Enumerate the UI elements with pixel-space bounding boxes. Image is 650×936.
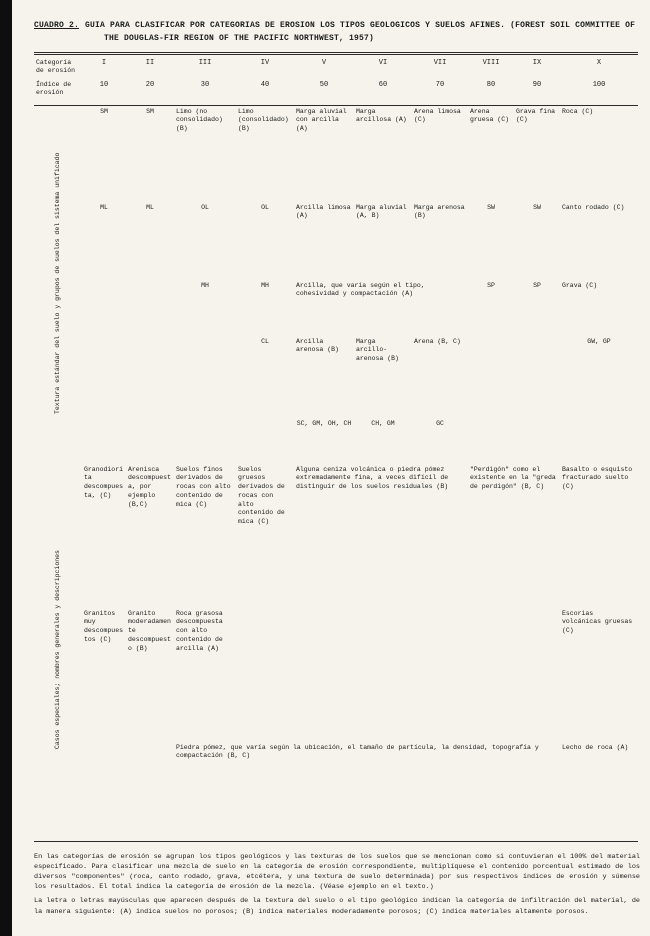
table-number: CUADRO 2. xyxy=(34,21,80,30)
table-cell xyxy=(236,608,294,742)
category-row xyxy=(34,53,638,79)
index-value: 60 xyxy=(354,79,412,106)
table-cell: Granito moderadamente descompuesto (B) xyxy=(128,609,171,652)
table-cell: SP xyxy=(533,281,541,289)
table-cell: MH xyxy=(261,281,269,289)
title-text: GUIA PARA CLASIFICAR POR CATEGORIAS DE EROSION LOS TIPOS GEOLOGICOS Y SUELOS AFINES. (FOREST SOIL COMMITTEE OF THE DOUGLAS-FIR REGION OF THE PACIFIC NORTHWEST, 1957) xyxy=(85,21,636,43)
table-cell: Marga aluvial (A, B) xyxy=(356,203,407,220)
special-row-3 xyxy=(34,742,638,842)
table-cell: Arcilla limosa (A) xyxy=(296,203,351,220)
table-cell: Alguna ceniza volcánica o piedra pómez extremadamente fina, a veces difícil de distinguir de los suelos residuales (B) xyxy=(296,465,449,491)
table-cell: SM xyxy=(100,107,108,115)
table-cell: SM xyxy=(146,107,154,115)
table-cell xyxy=(126,418,174,464)
table-cell: Suelos gruesos derivados de rocas con alto contenido de mica (C) xyxy=(238,465,285,526)
category-header: IX xyxy=(532,58,542,67)
table-cell: CH, GM xyxy=(371,419,395,427)
table-cell: GC xyxy=(436,419,444,427)
table-cell: OL xyxy=(201,203,209,211)
table-cell: Piedra pómez, que varía según la ubicación, el tamaño de partícula, la densidad, topografía y compactación (B, C) xyxy=(176,743,539,760)
row-label-indice: Índice de erosión xyxy=(34,79,82,106)
table-cell xyxy=(468,418,514,464)
table-cell xyxy=(82,280,126,336)
table-cell: GW, GP xyxy=(587,337,611,345)
table-cell: Marga aluvial con arcilla (A) xyxy=(296,107,347,133)
group-label-textura: Textura estándar del suelo y grupos de suelos del sistema unificado xyxy=(54,152,62,414)
page-content xyxy=(34,20,640,921)
footnote-paragraph: La letra o letras mayúsculas que aparecen después de la textura del suelo o el tipo geológico indican la categoría de infiltración del material, de la manera siguiente: (A) indica suelos no porosos; (B) indica materiales moderadamente porosos; (C) indica materiales altamente porosos. xyxy=(34,897,640,916)
table-cell: SW xyxy=(533,203,541,211)
table-cell xyxy=(514,418,560,464)
table-cell: Grava fina (C) xyxy=(516,107,556,124)
category-header: X xyxy=(596,58,602,67)
table-cell xyxy=(174,336,236,418)
erosion-table xyxy=(34,52,638,842)
category-header: IV xyxy=(260,58,270,67)
table-cell: SW xyxy=(487,203,495,211)
category-header: VII xyxy=(433,58,447,67)
table-cell: Arena limosa (C) xyxy=(414,107,461,124)
category-header: III xyxy=(198,58,212,67)
table-cell xyxy=(468,608,560,742)
category-header: II xyxy=(145,58,155,67)
footnote xyxy=(34,852,640,917)
index-value: 90 xyxy=(514,79,560,106)
table-cell: SC, GM, OH, CH xyxy=(296,419,352,427)
table-title xyxy=(34,20,640,46)
table-cell xyxy=(236,418,294,464)
category-header: V xyxy=(321,58,327,67)
table-cell: Arenisca descompuesta, por ejemplo (B,C) xyxy=(128,465,171,508)
table-cell xyxy=(468,336,514,418)
table-cell: Basalto o esquisto fracturado suelto (C) xyxy=(562,465,633,491)
table-cell: ML xyxy=(100,203,108,211)
group-label-cell-textura xyxy=(34,105,82,464)
table-cell: CL xyxy=(261,337,269,345)
index-value: 30 xyxy=(174,79,236,106)
table-cell: ML xyxy=(146,203,154,211)
table-cell xyxy=(294,608,468,742)
table-cell xyxy=(560,418,638,464)
table-cell: Arena gruesa (C) xyxy=(470,107,510,124)
table-cell: OL xyxy=(261,203,269,211)
row-label-categoria: Categoría de erosión xyxy=(36,58,76,75)
index-row xyxy=(34,79,638,106)
table-cell: MH xyxy=(201,281,209,289)
texture-row-2 xyxy=(34,202,638,280)
index-value: 100 xyxy=(560,79,638,106)
category-header: VI xyxy=(378,58,388,67)
texture-row-5 xyxy=(34,418,638,464)
table-cell xyxy=(82,418,126,464)
table-cell: Limo (consolidado) (B) xyxy=(238,107,289,133)
table-cell xyxy=(82,742,126,842)
index-value: 10 xyxy=(82,79,126,106)
table-cell xyxy=(174,418,236,464)
category-header: I xyxy=(101,58,107,67)
index-value: 40 xyxy=(236,79,294,106)
group-label-cell-casos xyxy=(34,464,82,842)
table-cell: Granodiorita descompuesta, (C) xyxy=(84,465,124,499)
index-value: 70 xyxy=(412,79,468,106)
table-cell: Lecho de roca (A) xyxy=(562,743,629,751)
table-cell xyxy=(82,336,126,418)
table-cell: Roca (C) xyxy=(562,107,594,115)
group-label-casos: Casos especiales; nombres generales y descripciones xyxy=(54,550,62,750)
index-value: 20 xyxy=(126,79,174,106)
texture-row-3 xyxy=(34,280,638,336)
table-cell: Escorias volcánicas gruesas (C) xyxy=(562,609,633,635)
texture-row-4 xyxy=(34,336,638,418)
table-cell: Marga arcillo-arenosa (B) xyxy=(356,337,399,363)
table-cell: Grava (C) xyxy=(562,281,598,289)
special-row-1 xyxy=(34,464,638,608)
texture-row-1 xyxy=(34,105,638,202)
category-header: VIII xyxy=(482,58,500,67)
table-cell: SP xyxy=(487,281,495,289)
table-cell: Arcilla, que varía según el tipo, cohesividad y compactación (A) xyxy=(296,281,425,298)
table-cell: Suelos finos derivados de rocas con alto contenido de mica (C) xyxy=(176,465,231,508)
table-cell: Arcilla arenosa (B) xyxy=(296,337,339,354)
table-cell: Canto rodado (C) xyxy=(562,203,625,211)
table-cell xyxy=(514,336,560,418)
table-cell: Marga arenosa (B) xyxy=(414,203,465,220)
table-cell: Granitos muy descompuestos (C) xyxy=(84,609,124,643)
table-cell: Arena (B, C) xyxy=(414,337,461,345)
table-cell: "Perdigón" como el existente en la "greda de perdigón" (B, C) xyxy=(470,465,556,491)
index-value: 50 xyxy=(294,79,354,106)
table-cell xyxy=(126,336,174,418)
table-cell xyxy=(126,742,174,842)
footnote-paragraph: En las categorías de erosión se agrupan los tipos geológicos y las texturas de los suelos que se mencionan como si contuvieran el 100% del material especificado. Para clasificar una mezcla de suelo en la categoría de erosión correspondiente, multiplíquese el contenido porcentual estimado de los diversos "componentes" (roca, canto rodado, grava, etcétera, y una textura de suelo determinada) por sus respectivos índices de erosión y súmense los resultados. El total indica la categoría de erosión de la mezcla. (Véase ejemplo en el texto.) xyxy=(34,852,640,892)
special-row-2 xyxy=(34,608,638,742)
table-cell: Limo (no consolidado) (B) xyxy=(176,107,223,133)
table-cell xyxy=(126,280,174,336)
table-cell: Roca grasosa descompuesta con alto contenido de arcilla (A) xyxy=(176,609,223,652)
table-cell: Marga arcillosa (A) xyxy=(356,107,407,124)
index-value: 80 xyxy=(468,79,514,106)
scan-gutter-shadow xyxy=(0,0,12,936)
